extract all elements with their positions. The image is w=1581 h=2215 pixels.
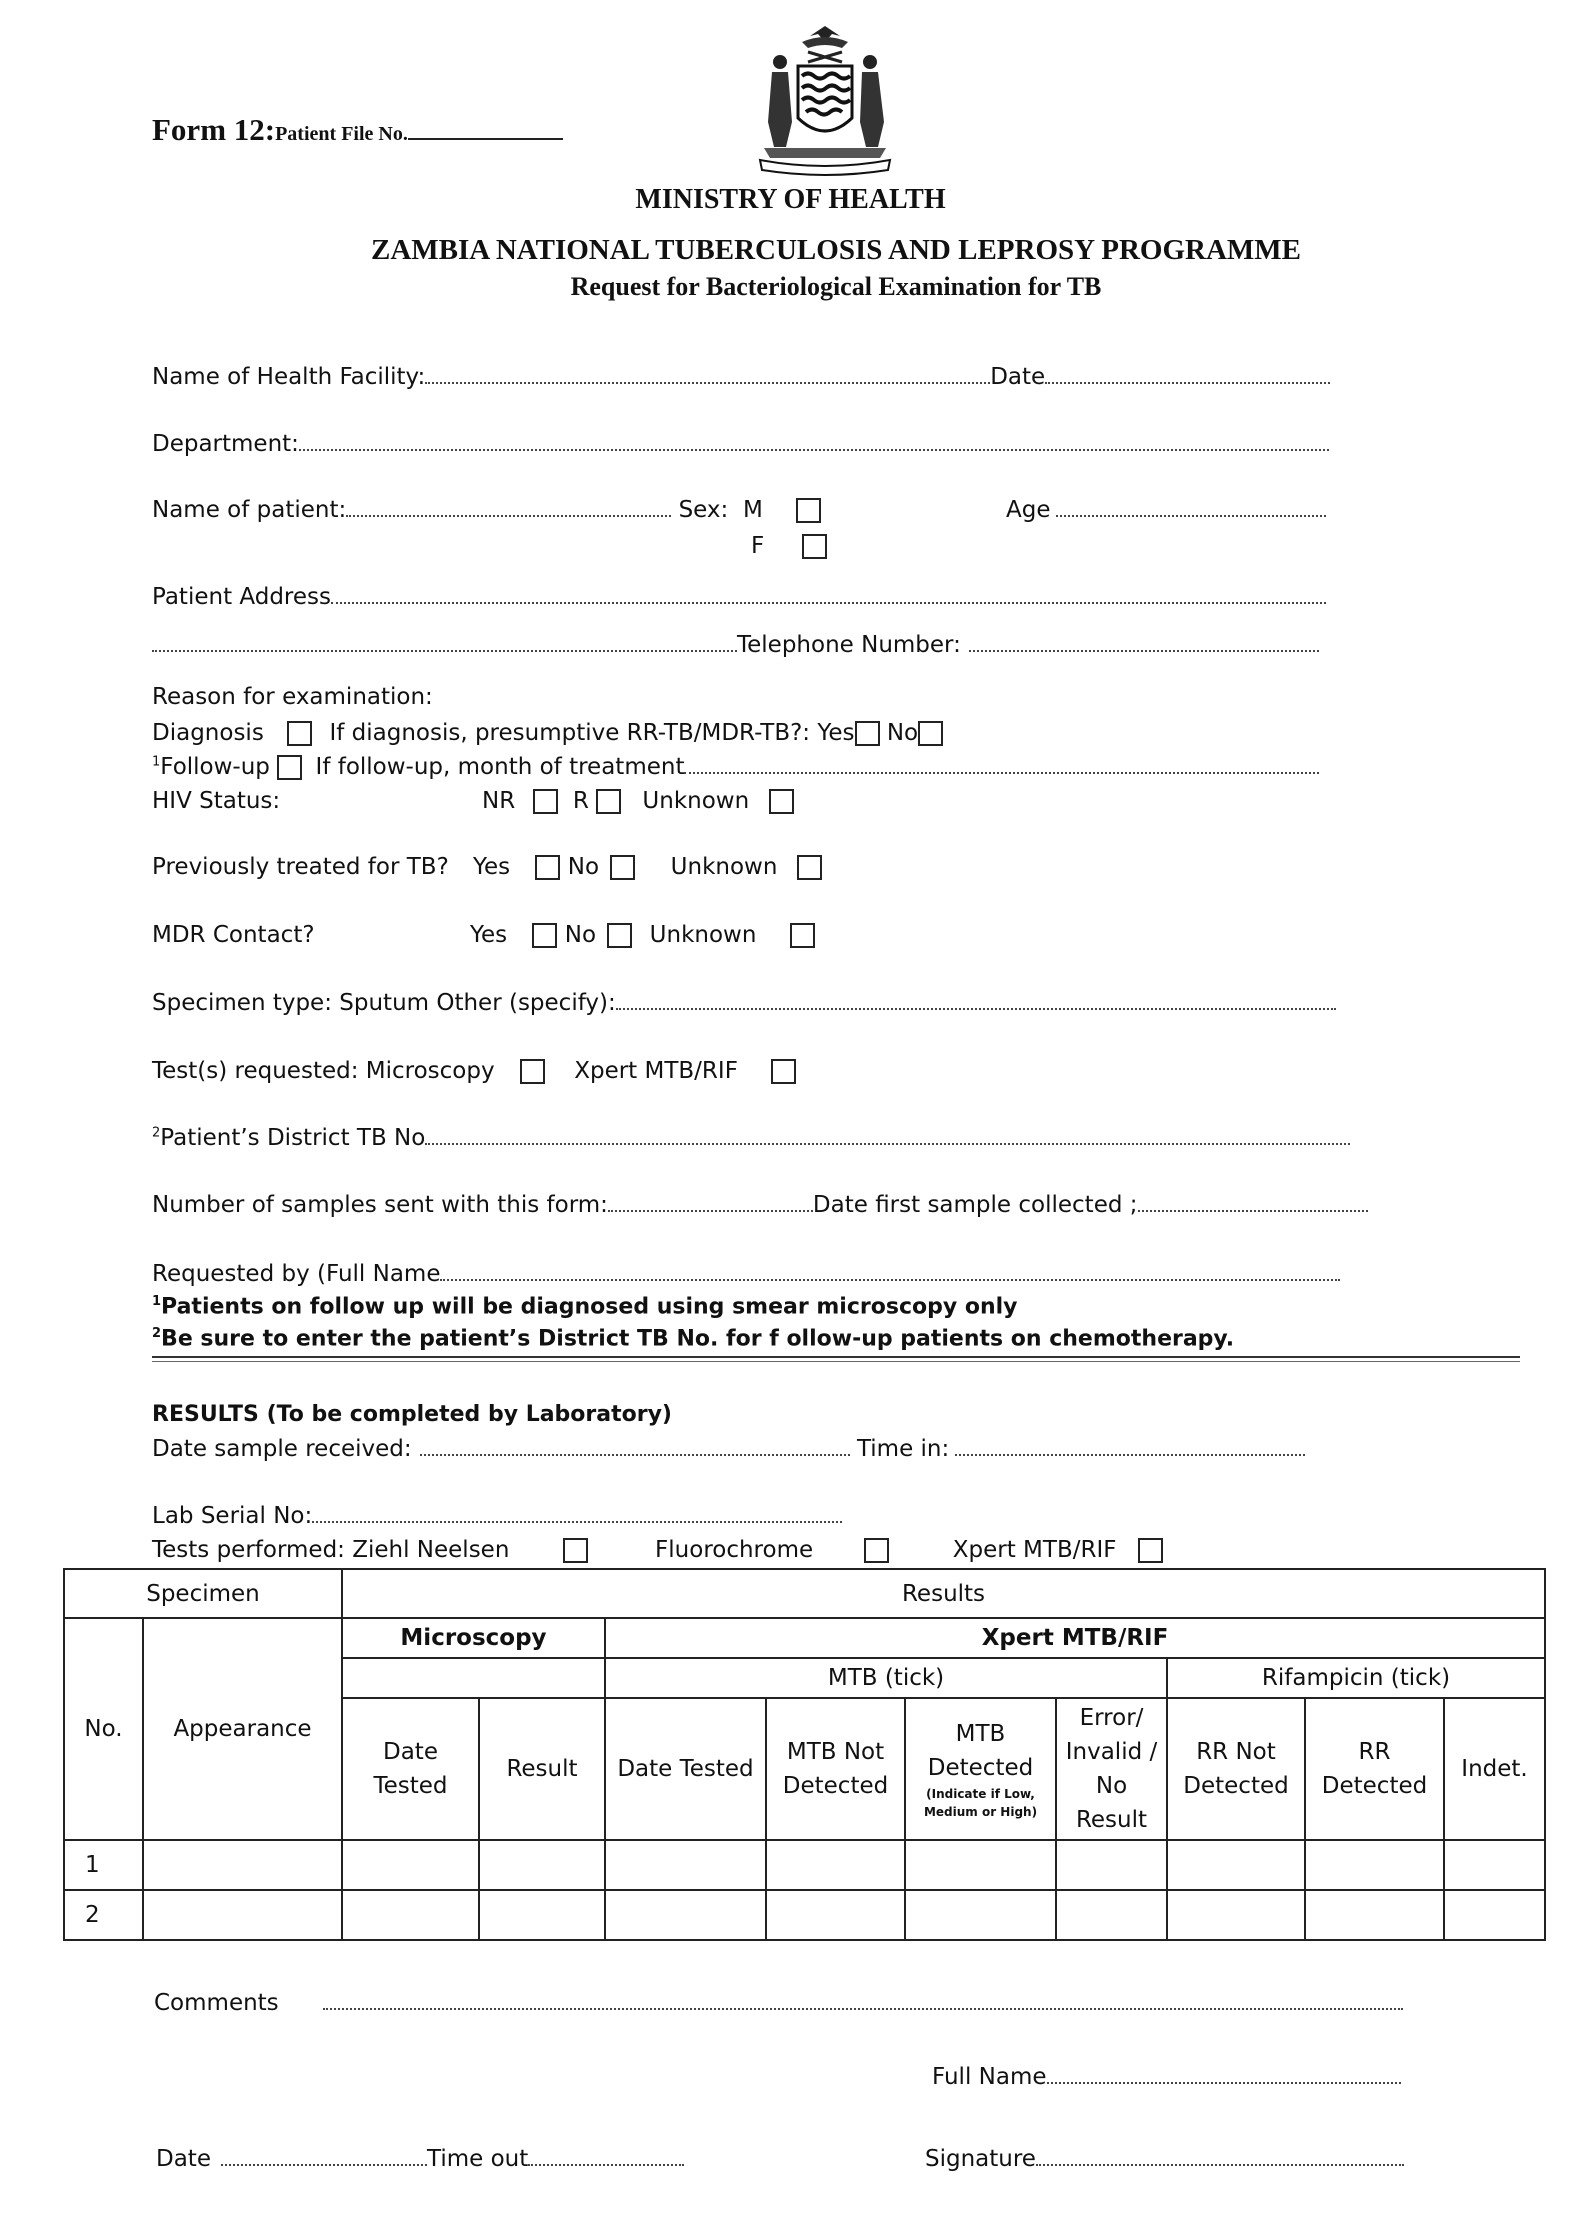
date-received-row <box>152 1436 1305 1462</box>
date-tested-cell[interactable] <box>605 1890 766 1940</box>
sex-f-option <box>751 533 827 559</box>
signature-row <box>925 2146 1404 2172</box>
footer-date-field[interactable] <box>221 2146 427 2166</box>
mdr-contact-options <box>470 922 815 948</box>
lab-serial-label: Lab Serial No: <box>152 1503 313 1529</box>
mtb-detected-note: (Indicate if Low, Medium or High) <box>923 1787 1038 1819</box>
table-row <box>64 1840 1545 1890</box>
error-invalid-cell[interactable] <box>1056 1890 1167 1940</box>
diagnosis-row <box>152 720 943 746</box>
xpert-requested-label: Xpert MTB/RIF <box>574 1058 738 1084</box>
facility-label: Name of Health Facility: <box>152 364 426 390</box>
mtb-detected-cell[interactable] <box>905 1890 1056 1940</box>
district-row <box>152 1125 1350 1151</box>
results-heading: RESULTS (To be completed by Laboratory) <box>152 1402 672 1427</box>
mtb-detected-header <box>905 1698 1056 1840</box>
telephone-field[interactable] <box>969 632 1319 652</box>
lab-serial-field[interactable] <box>312 1503 842 1523</box>
prev-treated-label: Previously treated for TB? <box>152 854 449 880</box>
mdr-no-label: No <box>564 922 597 948</box>
form-number <box>152 112 563 148</box>
form-number-label: Form 12: <box>152 112 276 147</box>
address-row <box>152 584 1326 610</box>
prev-treated-unknown-checkbox[interactable] <box>797 855 822 880</box>
time-in-field[interactable] <box>955 1436 1305 1456</box>
hiv-nr-checkbox[interactable] <box>533 789 558 814</box>
date-tested-header-2: Date Tested <box>605 1698 766 1840</box>
diagnosis-checkbox[interactable] <box>287 721 312 746</box>
presumptive-no-label: No <box>886 720 919 746</box>
specimen-type-field[interactable] <box>616 990 1336 1010</box>
row-number: 2 <box>64 1890 143 1940</box>
presumptive-yes-checkbox[interactable] <box>855 721 880 746</box>
address-label: Patient Address <box>152 584 331 610</box>
fluorochrome-checkbox[interactable] <box>864 1538 889 1563</box>
microscopy-checkbox[interactable] <box>520 1059 545 1084</box>
hiv-unknown-label: Unknown <box>642 788 750 814</box>
prev-treated-yes-checkbox[interactable] <box>535 855 560 880</box>
mtb-detected-label: MTB Detected <box>927 1721 1034 1781</box>
sex-m-checkbox[interactable] <box>796 498 821 523</box>
error-invalid-cell[interactable] <box>1056 1840 1167 1890</box>
indet-header: Indet. <box>1444 1698 1545 1840</box>
presumptive-label: If diagnosis, presumptive RR-TB/MDR-TB?: <box>329 720 811 746</box>
date-received-label: Date sample received: <box>152 1436 412 1462</box>
mtb-not-detected-cell[interactable] <box>766 1890 905 1940</box>
footnote-2 <box>152 1326 1234 1351</box>
patient-name-row <box>152 497 728 523</box>
age-label: Age <box>1006 497 1051 523</box>
section-divider <box>152 1356 1520 1358</box>
district-field[interactable] <box>425 1125 1350 1145</box>
hiv-nr-label: NR <box>482 788 516 814</box>
mtb-detected-cell[interactable] <box>905 1840 1056 1890</box>
coat-of-arms-emblem <box>750 22 900 177</box>
facility-field[interactable] <box>425 364 990 384</box>
table-row <box>64 1890 1545 1940</box>
comments-field[interactable] <box>323 1990 1403 2010</box>
tests-requested-row <box>152 1058 796 1084</box>
presumptive-yes-label: Yes <box>817 720 855 746</box>
sex-f-checkbox[interactable] <box>802 534 827 559</box>
footnote-1-text: Patients on follow up will be diagnosed using smear microscopy only <box>161 1294 1018 1320</box>
xpert-header: Xpert MTB/RIF <box>605 1618 1545 1658</box>
followup-footnote-mark: 1 <box>152 754 161 770</box>
footnote-1 <box>152 1294 1018 1319</box>
district-label: Patient’s District TB No <box>160 1125 426 1151</box>
date-tested-cell[interactable] <box>605 1840 766 1890</box>
followup-month-label: If follow-up, month of treatment <box>315 754 685 780</box>
ministry-heading: MINISTRY OF HEALTH <box>635 184 946 215</box>
specimen-header: Specimen <box>64 1569 342 1618</box>
appearance-cell[interactable] <box>143 1840 342 1890</box>
mdr-yes-label: Yes <box>470 922 508 948</box>
rr-detected-header: RR Detected <box>1305 1698 1444 1840</box>
time-out-field[interactable] <box>528 2146 684 2166</box>
full-name-row <box>932 2064 1401 2090</box>
followup-checkbox[interactable] <box>277 755 302 780</box>
footnote-1-mark: 1 <box>152 1294 162 1309</box>
department-label: Department: <box>152 431 299 457</box>
sex-m-label: M <box>743 497 763 523</box>
rr-not-detected-cell[interactable] <box>1167 1840 1305 1890</box>
date-received-field[interactable] <box>420 1436 850 1456</box>
requested-by-field[interactable] <box>440 1261 1340 1281</box>
form-title: Request for Bacteriological Examination for TB <box>570 272 1102 301</box>
microscopy-header: Microscopy <box>342 1618 605 1658</box>
rifampicin-tick-header: Rifampicin (tick) <box>1167 1658 1545 1698</box>
time-out-label: Time out <box>426 2146 529 2172</box>
department-row <box>152 431 1329 457</box>
fluorochrome-label: Fluorochrome <box>655 1537 814 1563</box>
patient-file-label: Patient File No. <box>275 123 408 145</box>
requested-by-row <box>152 1261 1340 1287</box>
date-tested-cell[interactable] <box>342 1890 479 1940</box>
mtb-not-detected-cell[interactable] <box>766 1840 905 1890</box>
sex-f-label: F <box>751 533 765 559</box>
tests-performed-label: Tests performed: Ziehl Neelsen <box>152 1537 510 1563</box>
appearance-header: Appearance <box>143 1618 342 1840</box>
result-cell[interactable] <box>479 1890 605 1940</box>
followup-month-field[interactable] <box>684 754 1319 774</box>
specimen-type-label: Specimen type: Sputum Other (specify): <box>152 990 616 1016</box>
telephone-label: Telephone Number: <box>737 632 961 658</box>
rr-detected-cell[interactable] <box>1305 1890 1444 1940</box>
followup-label: Follow-up <box>160 754 270 780</box>
address-field-line2[interactable] <box>152 632 737 652</box>
lab-serial-row <box>152 1503 842 1529</box>
footnote-2-text: Be sure to enter the patient’s District TB No. for f ollow-up patients on chemotherapy. <box>161 1326 1235 1352</box>
tests-performed-row <box>152 1537 1163 1563</box>
mdr-contact-label: MDR Contact? <box>152 922 315 948</box>
prev-treated-unknown-label: Unknown <box>670 854 778 880</box>
department-field[interactable] <box>299 431 1329 451</box>
comments-row <box>154 1990 1403 2016</box>
section-divider-thin <box>152 1361 1520 1362</box>
hiv-options <box>482 788 794 814</box>
date-tested-header-1: Date Tested <box>342 1698 479 1840</box>
followup-row <box>152 754 1319 780</box>
prev-treated-no-label: No <box>567 854 600 880</box>
date-time-out-row <box>156 2146 684 2172</box>
xpert-performed-checkbox[interactable] <box>1138 1538 1163 1563</box>
full-name-field[interactable] <box>1047 2064 1401 2084</box>
tests-requested-label: Test(s) requested: Microscopy <box>152 1058 495 1084</box>
prev-treated-no-checkbox[interactable] <box>610 855 635 880</box>
rr-not-detected-header: RR Not Detected <box>1167 1698 1305 1840</box>
comments-label: Comments <box>154 1990 279 2016</box>
programme-heading: ZAMBIA NATIONAL TUBERCULOSIS AND LEPROSY PROGRAMME <box>370 234 1301 266</box>
results-header: Results <box>342 1569 1545 1618</box>
presumptive-no-checkbox[interactable] <box>918 721 943 746</box>
hiv-r-checkbox[interactable] <box>596 789 621 814</box>
facility-row <box>152 364 1330 390</box>
mdr-unknown-label: Unknown <box>649 922 757 948</box>
full-name-label: Full Name <box>932 2064 1047 2090</box>
sex-label: Sex: <box>678 497 729 523</box>
age-field[interactable] <box>1056 497 1326 517</box>
address-field[interactable] <box>331 584 1326 604</box>
date-tested-cell[interactable] <box>342 1840 479 1890</box>
samples-row <box>152 1192 1368 1218</box>
footer-date-label: Date <box>156 2146 211 2172</box>
mdr-yes-checkbox[interactable] <box>532 923 557 948</box>
sex-m-option <box>743 497 821 523</box>
rr-not-detected-cell[interactable] <box>1167 1890 1305 1940</box>
age-row <box>1006 497 1326 523</box>
indet-cell[interactable] <box>1444 1890 1545 1940</box>
results-table <box>63 1568 1546 1941</box>
first-sample-label: Date first sample collected ; <box>812 1192 1138 1218</box>
district-footnote-mark: 2 <box>152 1125 161 1141</box>
hiv-unknown-checkbox[interactable] <box>769 789 794 814</box>
address-telephone-row <box>152 632 1319 658</box>
date-field[interactable] <box>1045 364 1330 384</box>
xpert-performed-label: Xpert MTB/RIF <box>952 1537 1117 1563</box>
date-label: Date <box>990 364 1046 390</box>
signature-label: Signature <box>925 2146 1036 2172</box>
hiv-label: HIV Status: <box>152 788 281 814</box>
samples-label: Number of samples sent with this form: <box>152 1192 608 1218</box>
result-cell[interactable] <box>479 1840 605 1890</box>
diagnosis-label: Diagnosis <box>152 720 264 746</box>
prev-treated-yes-label: Yes <box>473 854 511 880</box>
result-header: Result <box>479 1698 605 1840</box>
hiv-r-label: R <box>572 788 589 814</box>
no-header: No. <box>64 1618 143 1840</box>
patient-name-field[interactable] <box>346 497 671 517</box>
mtb-tick-header: MTB (tick) <box>605 1658 1167 1698</box>
error-invalid-header: Error/ Invalid / No Result <box>1056 1698 1167 1840</box>
requested-by-label: Requested by (Full Name <box>152 1261 441 1287</box>
patient-file-field[interactable] <box>408 120 563 140</box>
specimen-type-row <box>152 990 1336 1016</box>
footnote-2-mark: 2 <box>152 1326 162 1341</box>
rr-detected-cell[interactable] <box>1305 1840 1444 1890</box>
row-number: 1 <box>64 1840 143 1890</box>
xpert-requested-checkbox[interactable] <box>771 1059 796 1084</box>
reason-label: Reason for examination: <box>152 684 433 710</box>
signature-field[interactable] <box>1036 2146 1404 2166</box>
patient-name-label: Name of patient: <box>152 497 347 523</box>
samples-field[interactable] <box>608 1192 813 1212</box>
ziehl-neelsen-checkbox[interactable] <box>563 1538 588 1563</box>
mdr-no-checkbox[interactable] <box>607 923 632 948</box>
time-in-label: Time in: <box>856 1436 950 1462</box>
mdr-unknown-checkbox[interactable] <box>790 923 815 948</box>
appearance-cell[interactable] <box>143 1890 342 1940</box>
mtb-not-detected-header: MTB Not Detected <box>766 1698 905 1840</box>
prev-treated-options <box>473 854 822 880</box>
microscopy-subheader-empty <box>342 1658 605 1698</box>
first-sample-field[interactable] <box>1138 1192 1368 1212</box>
indet-cell[interactable] <box>1444 1840 1545 1890</box>
